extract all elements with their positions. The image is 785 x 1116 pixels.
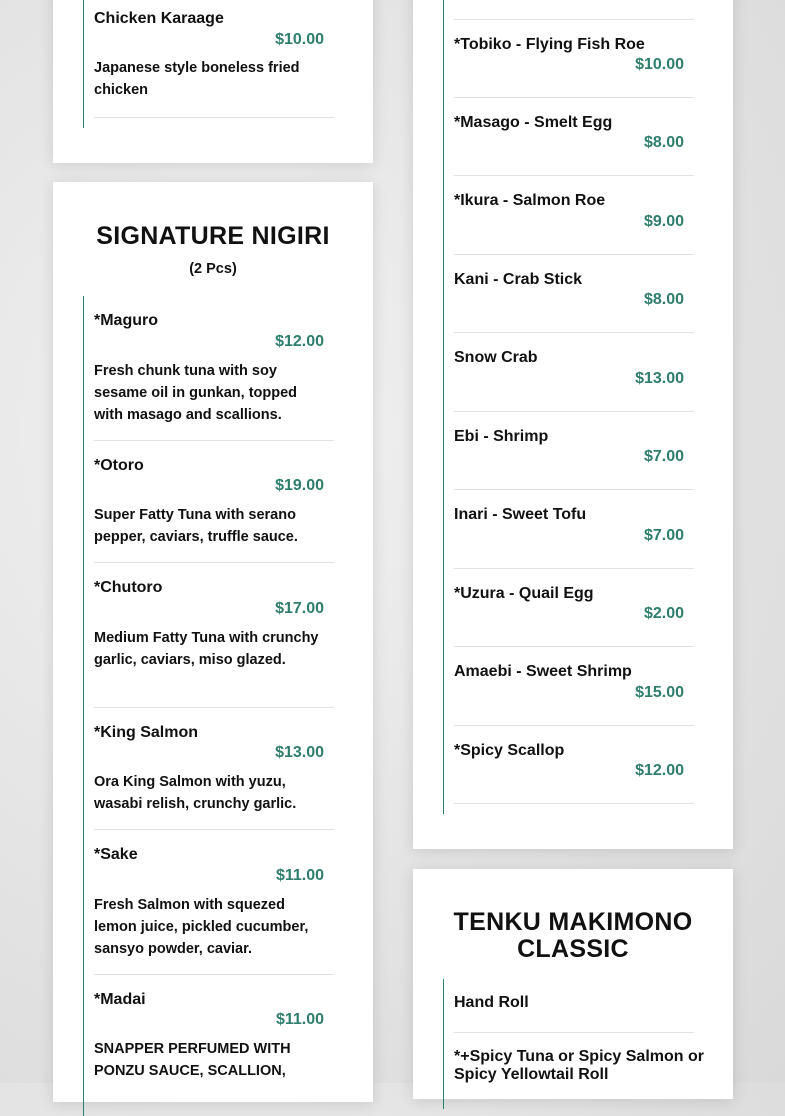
- item-price: $7.00: [643, 527, 684, 544]
- item-name: *Madai: [94, 991, 146, 1008]
- menu-item[interactable]: [94, 579, 334, 709]
- item-name: *Ikura - Salmon Roe: [454, 192, 606, 209]
- item-description: Medium Fatty Tuna with crunchy garlic, caviars, miso glazed.: [94, 630, 319, 668]
- item-divider: [94, 117, 334, 118]
- item-divider: [454, 332, 694, 333]
- item-divider: [454, 175, 694, 176]
- item-name: *Masago - Smelt Egg: [454, 114, 613, 131]
- item-name: *Sake: [94, 846, 138, 863]
- item-divider: [454, 725, 694, 726]
- menu-item[interactable]: [454, 742, 694, 820]
- item-name: Ebi - Shrimp: [454, 428, 549, 445]
- item-price: $19.00: [275, 477, 324, 494]
- item-name: Chicken Karaage: [94, 10, 224, 27]
- item-price: $9.00: [643, 213, 684, 230]
- item-name: Amaebi - Sweet Shrimp: [454, 663, 632, 680]
- item-name: Hand Roll: [454, 994, 529, 1011]
- menu-item[interactable]: [454, 349, 694, 427]
- menu-item[interactable]: [454, 506, 694, 584]
- item-divider: [454, 1032, 694, 1033]
- item-divider: [454, 646, 694, 647]
- item-price: $8.00: [643, 134, 684, 151]
- menu-item[interactable]: [454, 663, 694, 741]
- section-title-line2: CLASSIC: [517, 935, 629, 963]
- menu-items-list: [443, 0, 684, 814]
- item-divider: [94, 707, 334, 708]
- item-divider: [454, 19, 694, 20]
- item-name: *Uzura - Quail Egg: [454, 585, 594, 602]
- item-name: Kani - Crab Stick: [454, 271, 583, 288]
- item-divider: [94, 440, 334, 441]
- item-description: SNAPPER PERFUMED WITH PONZU SAUCE, SCALLION,: [94, 1041, 291, 1079]
- menu-item[interactable]: [454, 114, 694, 192]
- menu-item[interactable]: [454, 994, 694, 1034]
- menu-item[interactable]: [94, 10, 334, 125]
- menu-item[interactable]: [454, 1048, 704, 1108]
- menu-card-appetizers: [53, 0, 373, 163]
- item-divider: [94, 829, 334, 830]
- menu-item[interactable]: [454, 428, 694, 506]
- item-name: Inari - Sweet Tofu: [454, 506, 587, 523]
- item-divider: [454, 254, 694, 255]
- item-divider: [454, 568, 694, 569]
- item-price: $15.00: [635, 684, 684, 701]
- item-divider: [454, 97, 694, 98]
- item-divider: [454, 803, 694, 804]
- menu-items-list: [83, 0, 324, 128]
- item-name: Snow Crab: [454, 349, 538, 366]
- item-price: $11.00: [275, 1011, 324, 1028]
- item-description: Fresh chunk tuna with soy sesame oil in gunkan, topped with masago and scallions.: [94, 363, 298, 423]
- item-price: $12.00: [275, 333, 324, 350]
- item-name: *Chutoro: [94, 579, 163, 596]
- item-name: Spicy Yellowtail Roll: [454, 1066, 609, 1083]
- section-title: SIGNATURE NIGIRI: [96, 222, 330, 250]
- menu-item[interactable]: [454, 271, 694, 349]
- item-price: $7.00: [643, 448, 684, 465]
- menu-item[interactable]: [94, 991, 334, 1111]
- item-description: Japanese style boneless fried chicken: [94, 60, 300, 98]
- menu-card-nigiri: [413, 0, 733, 849]
- menu-item[interactable]: [94, 846, 334, 976]
- menu-item[interactable]: [454, 585, 694, 663]
- menu-item[interactable]: [454, 36, 694, 114]
- item-price: $8.00: [643, 291, 684, 308]
- item-price: $12.00: [635, 762, 684, 779]
- section-title-line1: TENKU MAKIMONO: [453, 908, 693, 936]
- menu-item[interactable]: [94, 724, 334, 834]
- item-name: *Otoro: [94, 457, 144, 474]
- item-description: Fresh Salmon with squezed lemon juice, pickled cucumber, sansyo powder, caviar.: [94, 897, 309, 957]
- menu-item[interactable]: [94, 312, 334, 442]
- item-description: Super Fatty Tuna with serano pepper, caviars, truffle sauce.: [94, 507, 298, 545]
- item-description: Ora King Salmon with yuzu, wasabi relish, crunchy garlic.: [94, 774, 297, 812]
- item-divider: [454, 489, 694, 490]
- item-price: $10.00: [635, 56, 684, 73]
- menu-item[interactable]: [94, 457, 334, 567]
- item-name: *Maguro: [94, 312, 158, 329]
- item-price: $10.00: [275, 31, 324, 48]
- item-price: $13.00: [635, 370, 684, 387]
- item-divider: [454, 411, 694, 412]
- item-divider: [94, 974, 334, 975]
- item-name: *King Salmon: [94, 724, 199, 741]
- item-divider: [94, 562, 334, 563]
- menu-card-signature-nigiri: [53, 182, 373, 1102]
- item-price: $13.00: [275, 744, 324, 761]
- item-name: *Tobiko - Flying Fish Roe: [454, 36, 645, 53]
- item-name: *+Spicy Tuna or Spicy Salmon or: [454, 1048, 704, 1065]
- menu-item[interactable]: [454, 192, 694, 270]
- menu-card-tenku-makimono: [413, 869, 733, 1099]
- section-subtitle: (2 Pcs): [189, 261, 237, 277]
- item-price: $17.00: [275, 600, 324, 617]
- item-name: *Spicy Scallop: [454, 742, 565, 759]
- item-price: $2.00: [643, 605, 684, 622]
- item-price: $11.00: [275, 867, 324, 884]
- menu-items-list: [83, 296, 324, 1116]
- menu-items-list: [443, 979, 704, 1109]
